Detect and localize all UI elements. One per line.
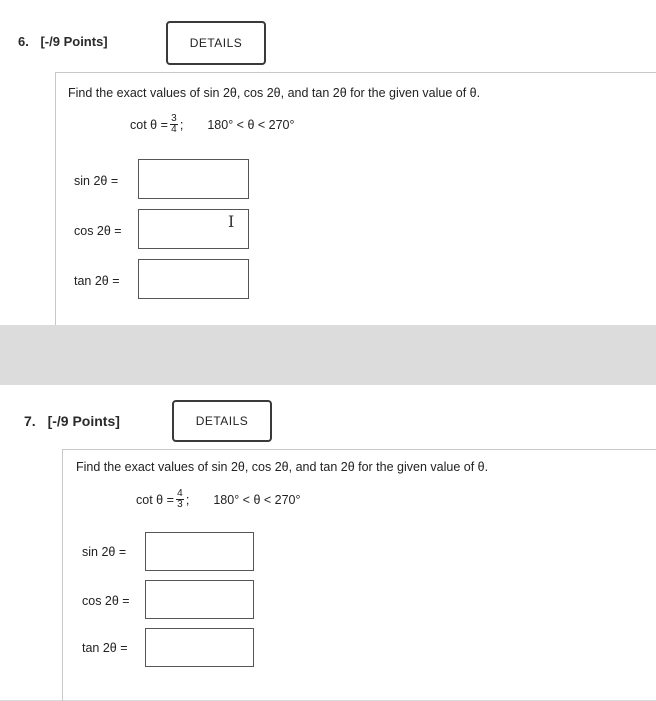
- angle-range: 180° < θ < 270°: [213, 492, 301, 507]
- tan-label: tan 2θ =: [74, 274, 120, 288]
- fraction-denominator: 4: [171, 124, 177, 135]
- details-button-label: DETAILS: [195, 414, 249, 428]
- cot-fraction: [176, 489, 184, 510]
- tan-label: tan 2θ =: [82, 641, 128, 655]
- sin-label: sin 2θ =: [82, 545, 127, 559]
- fraction-numerator: 3: [171, 113, 177, 124]
- separator: [0, 325, 656, 385]
- question-number-text: 7.: [24, 413, 36, 429]
- sin-2theta-input[interactable]: [138, 159, 249, 199]
- tan-2theta-input[interactable]: [138, 259, 249, 299]
- question-number-text: 6.: [18, 34, 29, 49]
- points-label: [-/9 Points]: [40, 34, 108, 49]
- text-cursor-icon: I: [228, 212, 235, 231]
- sin-label: sin 2θ =: [74, 174, 119, 188]
- given-condition: [130, 114, 295, 135]
- angle-range: 180° < θ < 270°: [207, 117, 295, 132]
- details-button-label: DETAILS: [189, 36, 243, 50]
- question-number: [18, 34, 108, 49]
- question-7-panel: [0, 385, 656, 700]
- points-label: [-/9 Points]: [47, 413, 120, 429]
- cot-fraction: [170, 114, 178, 135]
- question-number: [24, 413, 120, 429]
- question-prompt: Find the exact values of sin 2θ, cos 2θ, and tan 2θ for the given value of θ.: [76, 460, 489, 474]
- details-button[interactable]: [166, 21, 266, 65]
- question-prompt: Find the exact values of sin 2θ, cos 2θ, and tan 2θ for the given value of θ.: [68, 86, 481, 100]
- cos-2theta-input[interactable]: [145, 580, 254, 619]
- details-button[interactable]: [172, 400, 272, 442]
- question-6-panel: [0, 0, 656, 325]
- cot-label: cot θ =: [130, 117, 168, 132]
- fraction-numerator: 4: [177, 488, 183, 499]
- semicolon: ;: [179, 117, 184, 132]
- given-condition: [136, 489, 301, 510]
- sin-2theta-input[interactable]: [145, 532, 254, 571]
- cos-label: cos 2θ =: [82, 594, 130, 608]
- cos-label: cos 2θ =: [74, 224, 122, 238]
- cot-label: cot θ =: [136, 492, 174, 507]
- tan-2theta-input[interactable]: [145, 628, 254, 667]
- semicolon: ;: [185, 492, 190, 507]
- fraction-denominator: 3: [177, 499, 183, 510]
